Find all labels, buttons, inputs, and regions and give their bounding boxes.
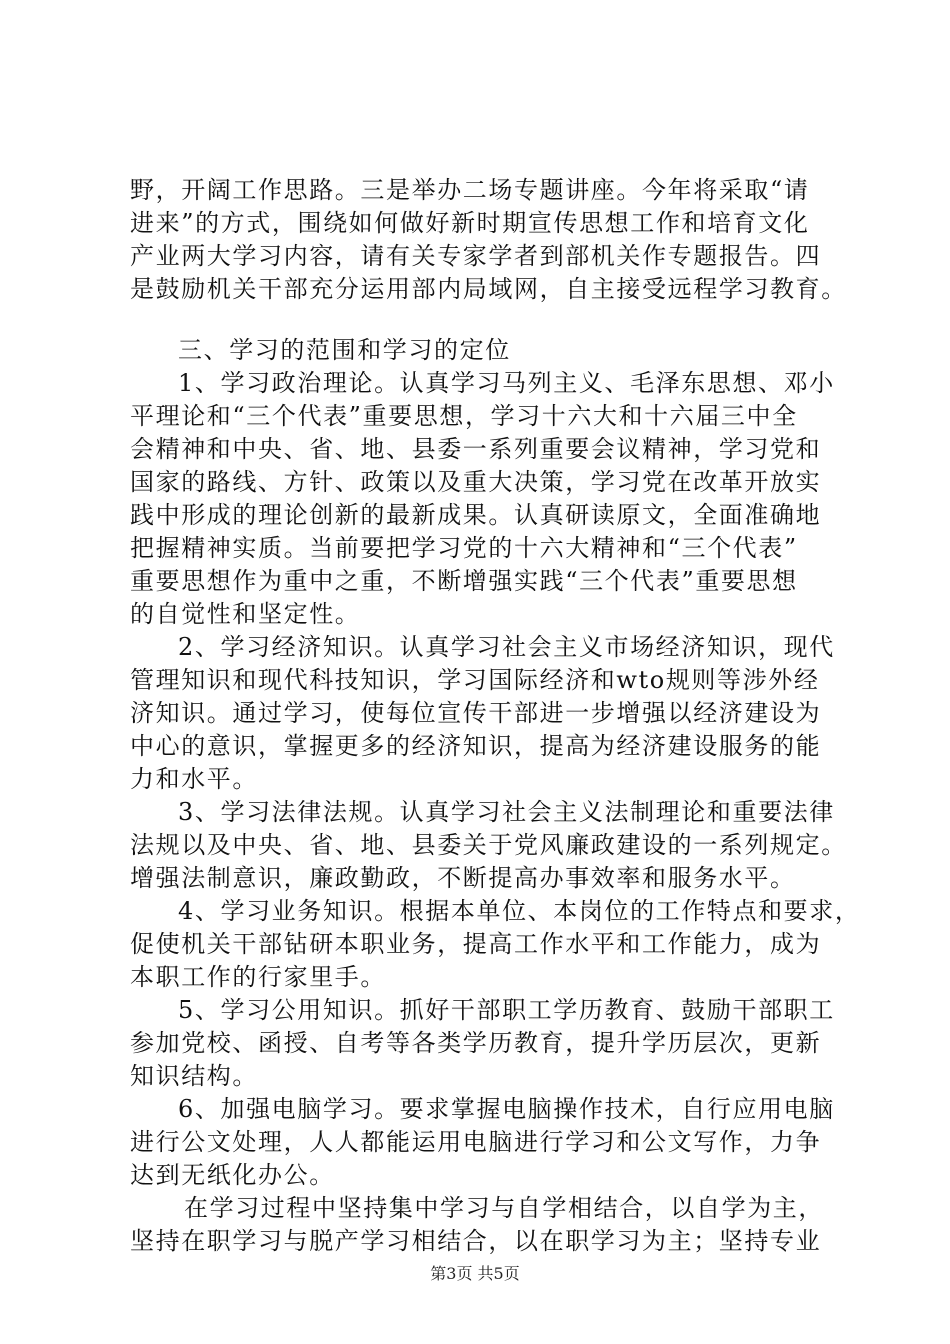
text-line: 产业两大学习内容，请有关专家学者到部机关作专题报告。四	[130, 242, 822, 270]
text-line: 知识结构。	[130, 1062, 258, 1090]
text-line: 野，开阔工作思路。三是举办二场专题讲座。今年将采取“请	[130, 176, 810, 204]
text-line: 的自觉性和坚定性。	[130, 600, 361, 628]
text-line: 会精神和中央、省、地、县委一系列重要会议精神，学习党和	[130, 435, 822, 463]
text-line: 3、学习法律法规。认真学习社会主义法制理论和重要法律	[178, 798, 835, 826]
text-line: 进行公文处理，人人都能运用电脑进行学习和公文写作，力争	[130, 1128, 822, 1156]
text-line: 法规以及中央、省、地、县委关于党风廉政建设的一系列规定。	[130, 831, 847, 859]
text-line: 在学习过程中坚持集中学习与自学相结合，以自学为主，	[184, 1194, 824, 1222]
page-number-footer: 第3页 共5页	[430, 1264, 520, 1283]
text-line: 6、加强电脑学习。要求掌握电脑操作技术，自行应用电脑	[178, 1095, 835, 1123]
text-line: 中心的意识，掌握更多的经济知识，提高为经济建设服务的能	[130, 732, 822, 760]
text-line: 平理论和“三个代表”重要思想，学习十六大和十六届三中全	[130, 402, 798, 430]
text-line: 是鼓励机关干部充分运用部内局域网，自主接受远程学习教育。	[130, 275, 847, 303]
text-line: 国家的路线、方针、政策以及重大决策，学习党在改革开放实	[130, 468, 822, 496]
text-line: 1、学习政治理论。认真学习马列主义、毛泽东思想、邓小	[178, 369, 835, 397]
text-line: 促使机关干部钻研本职业务，提高工作水平和工作能力，成为	[130, 930, 822, 958]
text-line: 4、学习业务知识。根据本单位、本岗位的工作特点和要求，	[178, 897, 861, 925]
text-line: 5、学习公用知识。抓好干部职工学历教育、鼓励干部职工	[178, 996, 835, 1024]
text-line: 管理知识和现代科技知识，学习国际经济和wto规则等涉外经	[130, 666, 820, 694]
text-line: 参加党校、函授、自考等各类学历教育，提升学历层次，更新	[130, 1029, 822, 1057]
text-line: 进来”的方式，围绕如何做好新时期宣传思想工作和培育文化	[130, 209, 810, 237]
text-line: 重要思想作为重中之重，不断增强实践“三个代表”重要思想	[130, 567, 798, 595]
text-line: 2、学习经济知识。认真学习社会主义市场经济知识，现代	[178, 633, 835, 661]
text-line: 坚持在职学习与脱产学习相结合，以在职学习为主；坚持专业	[130, 1227, 822, 1255]
section-heading: 三、学习的范围和学习的定位	[178, 336, 511, 364]
text-line: 把握精神实质。当前要把学习党的十六大精神和“三个代表”	[130, 534, 798, 562]
text-line: 达到无纸化办公。	[130, 1161, 335, 1189]
text-line: 力和水平。	[130, 765, 258, 793]
text-line: 济知识。通过学习，使每位宣传干部进一步增强以经济建设为	[130, 699, 822, 727]
text-line: 增强法制意识，廉政勤政，不断提高办事效率和服务水平。	[130, 864, 796, 892]
text-line: 本职工作的行家里手。	[130, 963, 386, 991]
text-line: 践中形成的理论创新的最新成果。认真研读原文，全面准确地	[130, 501, 822, 529]
